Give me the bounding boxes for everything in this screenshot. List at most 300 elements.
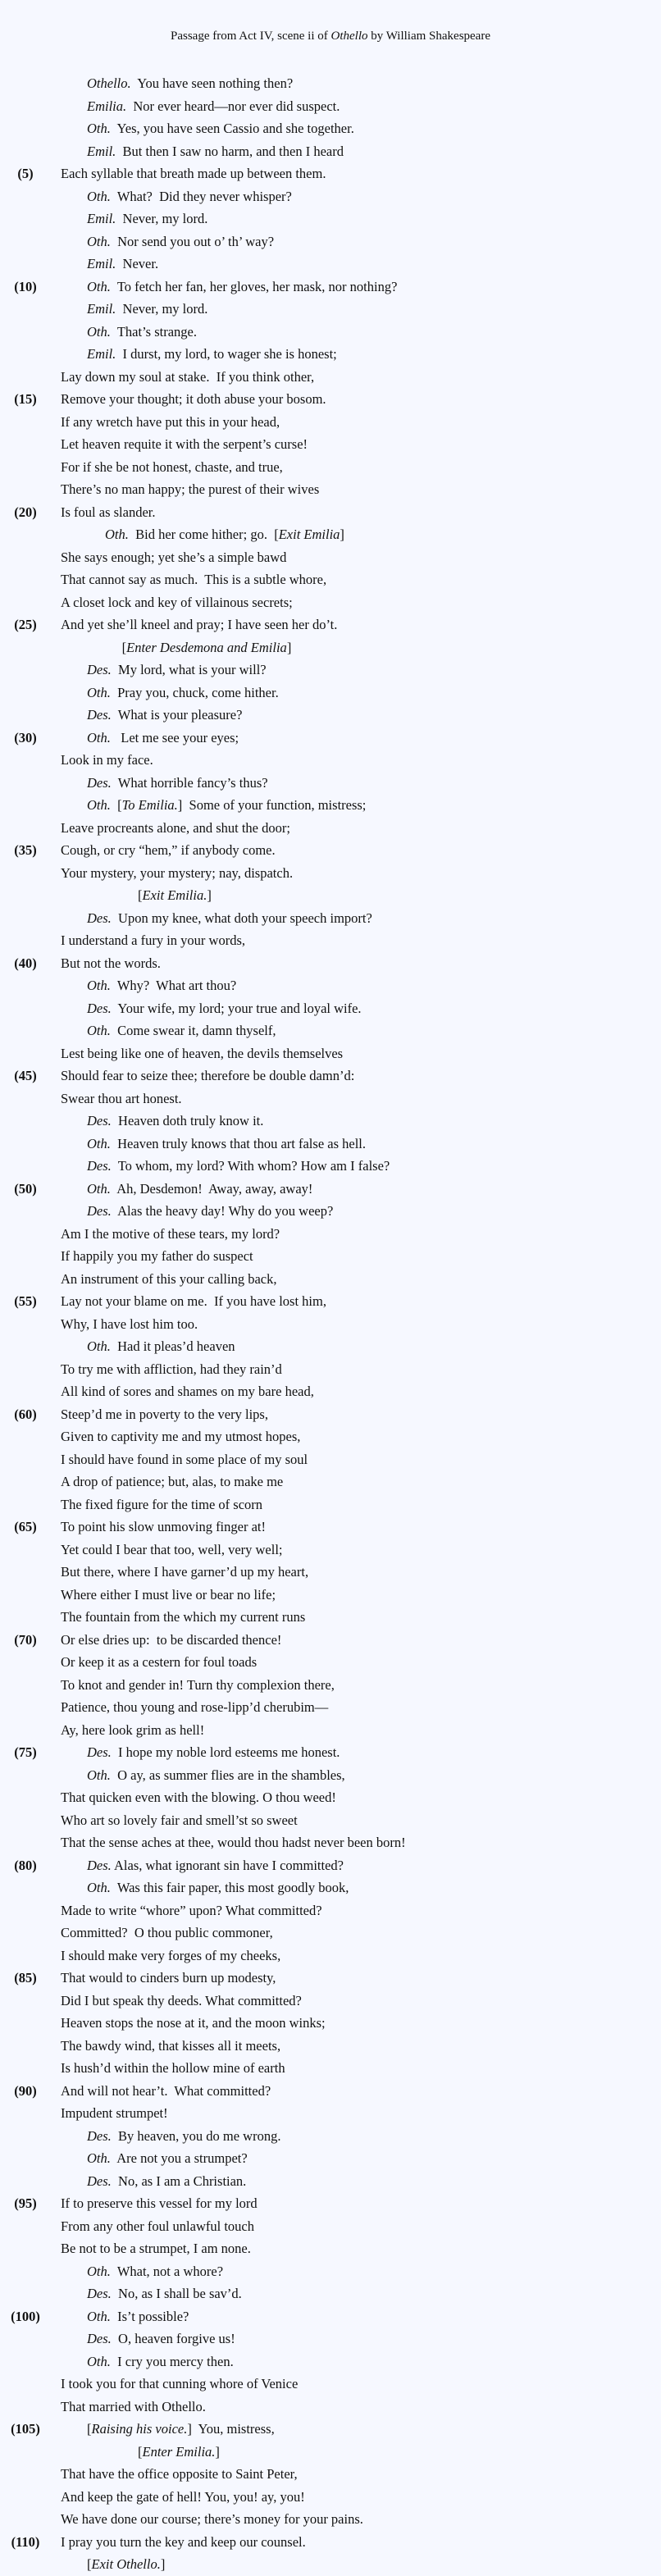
passage-line <box>0 884 661 907</box>
line-text <box>61 2192 258 2215</box>
speaker-name: Oth. <box>87 978 111 993</box>
verse-text: [ <box>105 639 127 655</box>
passage-line <box>0 2486 661 2509</box>
passage-line <box>0 2282 661 2305</box>
line-text <box>87 997 362 1020</box>
passage-line <box>0 2147 661 2170</box>
line-text <box>61 952 161 975</box>
verse-text: [ <box>87 2421 92 2437</box>
passage-line <box>0 1313 661 1336</box>
verse-text: Are not you a strumpet? <box>110 2150 248 2166</box>
passage-line <box>0 1290 661 1313</box>
speaker-name: Oth. <box>87 1180 111 1197</box>
passage-line <box>0 613 661 636</box>
speaker-name: Emil. <box>87 256 116 271</box>
line-text <box>61 1786 336 1809</box>
line-text <box>61 1584 276 1607</box>
verse-text: Be not to be a strumpet, I am none. <box>61 2241 251 2256</box>
verse-text: Yes, you have seen Cassio and she together. <box>110 121 354 136</box>
line-number: (100) <box>11 2308 40 2324</box>
line-text <box>61 433 308 456</box>
line-text <box>61 2080 271 2103</box>
line-text <box>61 1065 354 1087</box>
verse-text: I should make very forges of my cheeks, <box>61 1947 281 1963</box>
speaker-name: Oth. <box>87 121 111 136</box>
speaker-name: Oth. <box>105 527 129 542</box>
verse-text: If to preserve this vessel for my lord <box>61 2195 258 2211</box>
line-text <box>61 1087 182 1110</box>
line-text <box>61 1403 268 1426</box>
passage-line <box>0 1990 661 2013</box>
speaker-name: Des. <box>87 2127 112 2144</box>
speaker-name: Oth. <box>87 278 111 294</box>
passage-line <box>0 253 661 276</box>
line-text <box>61 2035 280 2058</box>
line-text <box>61 1425 300 1448</box>
verse-text: ] Some of your function, mistress; <box>177 797 367 813</box>
line-text <box>87 2305 189 2328</box>
speaker-name: Oth. <box>87 2308 111 2324</box>
verse-text: A drop of patience; but, alas, to make me <box>61 1474 284 1489</box>
line-text <box>61 2012 326 2035</box>
passage-line <box>0 749 661 772</box>
line-text <box>61 1674 335 1697</box>
verse-text: The fountain from the which my current runs <box>61 1609 306 1625</box>
line-text <box>61 478 319 501</box>
speaker-name: Othello. <box>87 75 131 91</box>
passage-line <box>0 276 661 299</box>
passage-line <box>0 591 661 614</box>
passage-line <box>0 2463 661 2486</box>
verse-text: The bawdy wind, that kisses all it meets, <box>61 2037 281 2054</box>
speaker-name: Emil. <box>87 301 116 317</box>
passage-line <box>0 839 661 862</box>
line-number: (20) <box>14 504 37 520</box>
line-text <box>87 207 207 230</box>
line-number: (105) <box>11 2421 40 2437</box>
line-text <box>87 95 340 118</box>
line-text <box>87 1876 349 1899</box>
line-text <box>87 276 397 299</box>
line-number: (45) <box>14 1068 37 1083</box>
passage-line <box>0 772 661 795</box>
verse-text: Had it pleas’d heaven <box>110 1338 235 1354</box>
line-text <box>87 298 207 321</box>
line-text <box>61 1561 308 1584</box>
verse-text: A closet lock and key of villainous secrets; <box>61 594 293 610</box>
verse-text: We have done our course; there’s money for your pains. <box>61 2511 363 2527</box>
speaker-name: Des. <box>87 1857 112 1873</box>
line-text <box>61 613 337 636</box>
passage-line <box>0 682 661 704</box>
line-text <box>61 1922 273 1945</box>
verse-text: From any other foul unlawful touch <box>61 2218 254 2234</box>
verse-text: Steep’d me in poverty to the very lips, <box>61 1406 268 1422</box>
verse-text: To fetch her fan, her gloves, her mask, nor nothing? <box>110 278 398 294</box>
line-text <box>87 2282 242 2305</box>
verse-text: ] <box>160 2556 166 2572</box>
passage-line <box>0 2237 661 2260</box>
passage-line <box>0 727 661 750</box>
passage-line <box>0 185 661 208</box>
passage-line <box>0 2012 661 2035</box>
speaker-name: Des. <box>87 2286 112 2301</box>
line-text <box>61 2057 285 2080</box>
speaker-name: Oth. <box>87 233 111 249</box>
verse-text: Never. <box>116 256 159 271</box>
line-text <box>87 2147 248 2170</box>
passage-line <box>0 974 661 997</box>
verse-text: Yet could I bear that too, well, very well; <box>61 1541 283 1557</box>
verse-text: Remove your thought; it doth abuse your bosom. <box>61 391 326 407</box>
line-text <box>87 2170 246 2193</box>
passage-line <box>0 1019 661 1042</box>
passage-line <box>0 1245 661 1268</box>
verse-text: Where either I must live or bear no life; <box>61 1586 276 1603</box>
passage-line <box>0 117 661 140</box>
passage-line <box>0 501 661 524</box>
verse-text: But there, where I have garner’d up my heart, <box>61 1564 309 1580</box>
passage-line <box>0 1561 661 1584</box>
passage-line <box>0 1133 661 1156</box>
verse-text: By heaven, you do me wrong. <box>111 2127 281 2144</box>
passage-line <box>0 568 661 591</box>
speaker-name: Emil. <box>87 143 116 159</box>
line-text <box>61 2396 206 2419</box>
verse-text: Cough, or cry “hem,” if anybody come. <box>61 842 276 858</box>
line-text <box>87 2125 280 2148</box>
line-text <box>87 72 293 95</box>
passage-line <box>0 298 661 321</box>
speaker-name: Des. <box>87 1113 112 1128</box>
passage-line <box>0 1470 661 1493</box>
passage-line <box>0 343 661 366</box>
passage-line <box>0 1786 661 1809</box>
verse-text: I understand a fury in your words, <box>61 932 245 948</box>
verse-text: Bid her come hither; go. [ <box>128 527 279 542</box>
verse-text: Lay down my soul at stake. If you think other, <box>61 368 315 385</box>
verse-text: O ay, as summer flies are in the shambles, <box>110 1767 345 1783</box>
line-number: (25) <box>14 617 37 632</box>
passage-line <box>0 2305 661 2328</box>
verse-text: Ay, here look grim as hell! <box>61 1721 205 1738</box>
line-text <box>61 568 326 591</box>
passage-line <box>0 2125 661 2148</box>
verse-text: Alas the heavy day! Why do you weep? <box>111 1203 334 1219</box>
line-text <box>61 1899 322 1922</box>
verse-text: And yet she’ll kneel and pray; I have seen her do’t. <box>61 617 338 632</box>
verse-text: Heaven doth truly know it. <box>111 1113 264 1128</box>
verse-text: Ah, Desdemon! Away, away, away! <box>110 1180 313 1197</box>
passage-line <box>0 72 661 95</box>
verse-text: Committed? O thou public commoner, <box>61 1925 273 1940</box>
passage-line <box>0 1200 661 1223</box>
speaker-name: Des. <box>87 1000 112 1016</box>
line-text <box>61 2463 298 2486</box>
verse-text: Your mystery, your mystery; nay, dispatch. <box>61 864 294 881</box>
verse-text: An instrument of this your calling back, <box>61 1270 277 1287</box>
verse-text: What is your pleasure? <box>111 707 243 723</box>
passage-line <box>0 659 661 682</box>
passage-line <box>0 997 661 1020</box>
passage-line <box>0 2373 661 2396</box>
line-text <box>61 546 286 569</box>
line-text <box>87 907 372 930</box>
line-text <box>61 1042 343 1065</box>
passage-line <box>0 207 661 230</box>
passage-line <box>0 1223 661 1246</box>
line-number: (65) <box>14 1519 37 1534</box>
line-text <box>61 1831 406 1854</box>
passage-line <box>0 1358 661 1381</box>
passage-line <box>0 1741 661 1764</box>
verse-text: I pray you turn the key and keep our counsel. <box>61 2533 306 2550</box>
speaker-name: Oth. <box>87 188 111 204</box>
line-text <box>61 1358 282 1381</box>
line-text <box>105 523 344 546</box>
passage-line <box>0 794 661 817</box>
verse-text: That have the office opposite to Saint Peter, <box>61 2466 298 2482</box>
verse-text: And keep the gate of hell! You, you! ay, you! <box>61 2488 305 2505</box>
verse-text: To point his slow unmoving finger at! <box>61 1519 266 1534</box>
verse-text: What horrible fancy’s thus? <box>111 774 268 791</box>
verse-text: ] <box>215 2443 220 2460</box>
speaker-name: Oth. <box>87 2353 111 2369</box>
verse-text: But then I saw no harm, and then I heard <box>116 143 344 159</box>
line-number: (110) <box>11 2533 40 2550</box>
line-text <box>61 591 293 614</box>
verse-text: Pray you, chuck, come hither. <box>110 684 279 700</box>
speaker-name: Oth. <box>87 1135 111 1151</box>
verse-text: Lay not your blame on me. If you have lost him, <box>61 1293 326 1309</box>
passage-line <box>0 523 661 546</box>
passage-line <box>0 162 661 185</box>
passage-line <box>0 1831 661 1854</box>
line-text <box>61 1268 277 1291</box>
line-text <box>87 2350 234 2373</box>
speaker-name: Oth. <box>87 323 111 340</box>
line-text <box>61 2237 251 2260</box>
passage-line <box>0 2350 661 2373</box>
line-text <box>87 185 292 208</box>
passage-line <box>0 2057 661 2080</box>
line-number: (95) <box>14 2195 37 2211</box>
passage-line <box>0 1493 661 1516</box>
verse-text: Or keep it as a cestern for foul toads <box>61 1654 258 1670</box>
line-text <box>61 388 326 411</box>
line-text <box>87 253 158 276</box>
line-text <box>87 1178 312 1201</box>
line-text <box>61 2102 168 2125</box>
passage-line <box>0 1110 661 1133</box>
line-number: (85) <box>14 1970 37 1986</box>
verse-text: There’s no man happy; the purest of their wives <box>61 481 320 497</box>
verse-text: That cannot say as much. This is a subtle whore, <box>61 572 327 587</box>
verse-text: Let heaven requite it with the serpent’s curse! <box>61 436 308 452</box>
stage-direction: To Emilia. <box>121 797 178 813</box>
line-text <box>87 1133 366 1156</box>
line-number: (60) <box>14 1406 37 1422</box>
passage-line <box>0 95 661 118</box>
line-text <box>87 2328 235 2350</box>
line-text <box>87 140 344 163</box>
line-text <box>87 2260 223 2283</box>
passage-line <box>0 1651 661 1674</box>
verse-text: That the sense aches at thee, would thou hadst never been born! <box>61 1835 406 1850</box>
line-text <box>61 1809 298 1832</box>
verse-text: Made to write “whore” upon? What committed? <box>61 1902 322 1918</box>
line-text <box>61 1516 266 1539</box>
passage-line <box>0 140 661 163</box>
line-number: (75) <box>14 1744 37 1760</box>
line-text <box>87 230 274 253</box>
line-text <box>61 1245 253 1268</box>
line-text <box>61 162 326 185</box>
title-suffix: by William Shakespeare <box>367 30 490 43</box>
speaker-name: Des. <box>87 1158 112 1174</box>
passage-line <box>0 1403 661 1426</box>
line-number: (80) <box>14 1857 37 1873</box>
passage-line <box>0 230 661 253</box>
passage-line <box>0 1268 661 1291</box>
verse-text: What, not a whore? <box>110 2263 224 2279</box>
verse-text: That would to cinders burn up modesty, <box>61 1970 276 1986</box>
speaker-name: Oth. <box>87 797 111 813</box>
line-text <box>61 2215 254 2238</box>
line-text <box>138 884 212 907</box>
line-text <box>61 1696 328 1719</box>
line-text <box>61 817 290 840</box>
line-number: (35) <box>14 842 37 858</box>
passage-line <box>0 1719 661 1742</box>
line-number: (90) <box>14 2082 37 2099</box>
line-text <box>61 1651 257 1674</box>
line-text <box>87 704 242 727</box>
speaker-name: Oth. <box>87 1767 111 1783</box>
verse-text: The fixed figure for the time of scorn <box>61 1496 263 1512</box>
speaker-name: Des. <box>87 1744 112 1760</box>
line-text <box>87 974 236 997</box>
stage-direction: Exit Emilia. <box>142 887 207 903</box>
line-text <box>87 1019 276 1042</box>
verse-text: You have seen nothing then? <box>130 75 294 91</box>
line-text <box>61 1719 204 1742</box>
verse-text: I hope my noble lord esteems me honest. <box>111 1744 340 1760</box>
passage-line <box>0 1087 661 1110</box>
passage-line <box>0 907 661 930</box>
passage-line <box>0 2396 661 2419</box>
passage-line <box>0 1809 661 1832</box>
line-text <box>61 2508 363 2531</box>
verse-text: Never, my lord. <box>116 301 208 317</box>
stage-direction: Enter Desdemona and Emilia <box>126 639 287 655</box>
verse-text: No, as I shall be sav’d. <box>111 2286 242 2301</box>
speaker-name: Emilia. <box>87 98 127 114</box>
verse-text: For if she be not honest, chaste, and true, <box>61 458 283 475</box>
speaker-name: Oth. <box>87 1880 111 1895</box>
speaker-name: Oth. <box>87 1338 111 1354</box>
passage-line <box>0 1629 661 1652</box>
verse-text: That’s strange. <box>110 323 197 340</box>
verse-text: [ <box>87 2556 92 2572</box>
line-text <box>87 1741 340 1764</box>
line-number: (70) <box>14 1631 37 1648</box>
passage-line <box>0 2418 661 2441</box>
verse-text: Nor send you out o’ th’ way? <box>110 233 275 249</box>
passage-line <box>0 1425 661 1448</box>
passage-line <box>0 1899 661 1922</box>
verse-text: Or else dries up: to be discarded thence! <box>61 1631 282 1648</box>
passage-line <box>0 1155 661 1178</box>
verse-text: Your wife, my lord; your true and loyal wife. <box>111 1000 362 1016</box>
verse-text: That quicken even with the blowing. O thou weed! <box>61 1790 336 1805</box>
verse-text: [ <box>138 2443 143 2460</box>
line-text <box>61 366 314 389</box>
line-text <box>105 636 291 659</box>
passage-line <box>0 546 661 569</box>
verse-text: Let me see your eyes; <box>110 729 239 745</box>
line-text <box>61 1539 283 1562</box>
speaker-name: Des. <box>87 2331 112 2346</box>
line-text <box>61 1945 280 1967</box>
passage-line <box>0 2553 661 2576</box>
passage-line <box>0 1516 661 1539</box>
line-text <box>87 794 366 817</box>
line-text <box>87 727 239 750</box>
speaker-name: Des. <box>87 662 112 677</box>
passage-line <box>0 411 661 434</box>
verse-text: Each syllable that breath made up between them. <box>61 166 326 181</box>
passage-line <box>0 1335 661 1358</box>
passage-line <box>0 2215 661 2238</box>
line-text <box>61 1448 308 1471</box>
passage-line <box>0 1539 661 1562</box>
speaker-name: Des. <box>87 1203 112 1219</box>
passage-line <box>0 456 661 479</box>
passage-line <box>0 1674 661 1697</box>
stage-direction: Enter Emilia. <box>142 2443 216 2460</box>
verse-text: Who art so lovely fair and smell’st so sweet <box>61 1812 298 1828</box>
verse-text: Upon my knee, what doth your speech import? <box>111 910 372 926</box>
passage-line <box>0 1922 661 1945</box>
passage-lines <box>0 72 661 2576</box>
verse-text: Why? What art thou? <box>110 978 237 993</box>
line-number: (55) <box>14 1293 37 1309</box>
verse-text: Is’t possible? <box>110 2308 189 2324</box>
passage-line <box>0 704 661 727</box>
line-text <box>87 1110 263 1133</box>
passage-line <box>0 2328 661 2350</box>
passage-line <box>0 1967 661 1990</box>
passage-line <box>0 2192 661 2215</box>
line-text <box>87 321 197 344</box>
verse-text: To whom, my lord? With whom? How am I false? <box>111 1158 390 1174</box>
passage-line <box>0 1448 661 1471</box>
speaker-name: Des. <box>87 707 112 723</box>
verse-text: Alas, what ignorant sin have I committed? <box>111 1857 344 1873</box>
verse-text: I should have found in some place of my soul <box>61 1451 308 1467</box>
verse-text: [ <box>110 797 122 813</box>
line-text <box>61 1493 262 1516</box>
passage-line <box>0 478 661 501</box>
verse-text: What? Did they never whisper? <box>110 188 292 204</box>
line-number: (50) <box>14 1180 37 1197</box>
line-text <box>61 839 276 862</box>
passage-line <box>0 1065 661 1087</box>
verse-text: I took you for that cunning whore of Venice <box>61 2376 299 2391</box>
line-text <box>87 1854 344 1877</box>
passage-line <box>0 1178 661 1201</box>
